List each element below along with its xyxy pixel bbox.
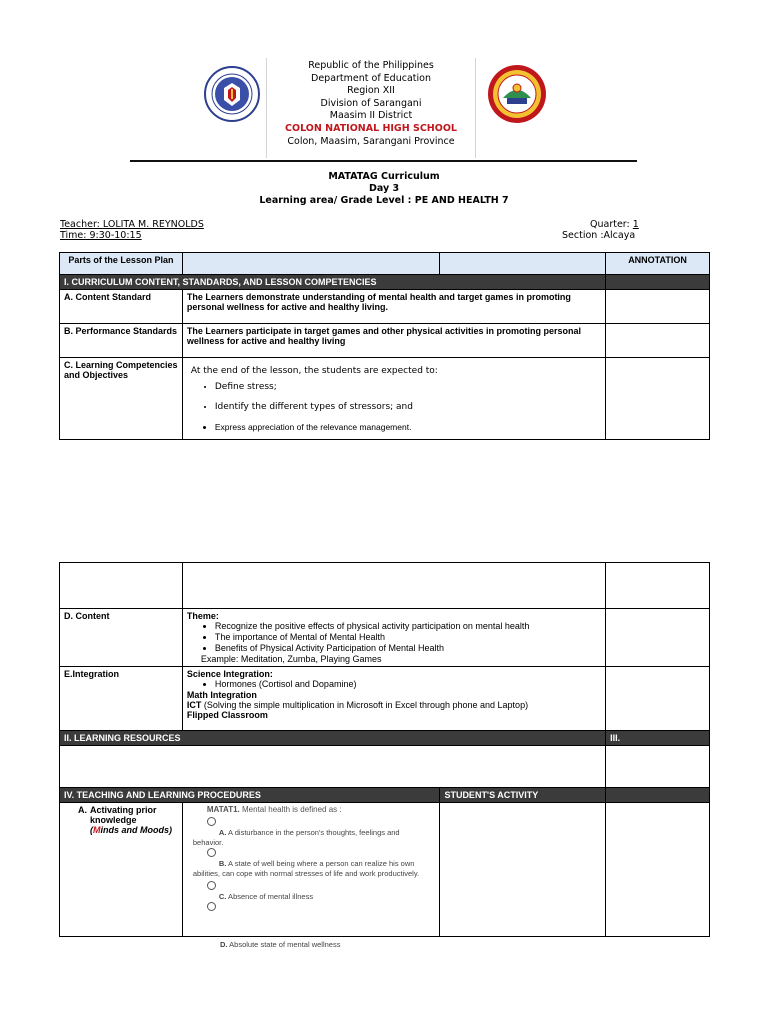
option-letter: C. [218, 892, 227, 901]
activating-text: Activating prior knowledge [90, 805, 157, 825]
band-curriculum: I. CURRICULUM CONTENT, STANDARDS, AND LESSON COMPETENCIES [60, 275, 606, 290]
section-line: Section :Alcaya [562, 230, 636, 241]
minds-rest: inds and Moods) [100, 825, 172, 835]
annotation-cell [606, 609, 710, 667]
activating-cell [60, 803, 183, 937]
teacher-label: Teacher: [60, 219, 103, 230]
option-letter: A. [218, 828, 227, 837]
content-cell [182, 609, 605, 667]
annotation-cell [606, 803, 710, 937]
quarter-label: Quarter: [590, 219, 633, 230]
option-a [193, 828, 432, 848]
header-line: Region XII [347, 85, 395, 97]
content-standard-label: A. Content Standard [60, 290, 183, 324]
integration-cell [182, 667, 605, 731]
school-seal-logo [487, 64, 547, 124]
content-standard-text: The Learners demonstrate understanding of mental health and target games in promoting personal wellness for active and healthy living. [182, 290, 605, 324]
option-text: Absence of mental illness [226, 892, 314, 901]
option-c [219, 892, 432, 902]
performance-label: B. Performance Standards [60, 324, 183, 358]
option-text: Absolute state of mental wellness [227, 940, 341, 949]
blank-cell [60, 563, 183, 609]
option-text: A disturbance in the person's thoughts, feelings and behavior. [192, 828, 400, 847]
activating-letter: A. [78, 805, 87, 815]
option-letter: D. [220, 940, 228, 949]
annotation-cell [606, 667, 710, 731]
ict-line [187, 700, 601, 710]
header-line: Maasim II District [329, 110, 413, 122]
option-d [220, 940, 340, 950]
theme-example: Example: Meditation, Zumba, Playing Games [200, 654, 382, 664]
theme-label: Theme: [186, 611, 219, 621]
ict-label: ICT [186, 700, 202, 710]
minds-and-moods [90, 825, 178, 835]
blank-cell [182, 563, 605, 609]
band-student: STUDENT'S ACTIVITY [440, 788, 606, 803]
annotation-cell [606, 324, 710, 358]
list-item: • The importance of Mental of Mental Health [215, 632, 601, 643]
student-activity-cell [440, 803, 606, 937]
list-item: • Recognize the positive effects of physical activity participation on mental health [215, 621, 601, 632]
school-address: Colon, Maasim, Sarangani Province [287, 135, 455, 147]
theme-list [187, 621, 601, 654]
school-name: COLON NATIONAL HIGH SCHOOL [285, 122, 457, 134]
header-line: Department of Education [311, 72, 431, 84]
minds-paren: ( [90, 825, 93, 835]
math-label: Math Integration [186, 690, 257, 700]
option-a-radio[interactable] [207, 817, 216, 826]
header-parts: Parts of the Lesson Plan [60, 253, 183, 275]
competencies-label: C. Learning Competencies and Objectives [60, 358, 183, 440]
header-blank-1 [182, 253, 440, 275]
option-d-radio[interactable] [207, 902, 216, 911]
school-header [266, 60, 476, 148]
annotation-cell [606, 563, 710, 609]
list-item: • Express appreciation of the relevance management. [215, 422, 601, 433]
option-letter: B. [218, 859, 227, 868]
flipped-label: Flipped Classroom [186, 710, 268, 720]
header-rule [130, 160, 637, 162]
quiz-header [207, 805, 432, 814]
curriculum-title: MATATAG Curriculum [328, 171, 440, 182]
activating-label [78, 805, 178, 825]
time-line [60, 230, 142, 241]
option-c-radio[interactable] [207, 881, 216, 890]
annotation-cell [606, 358, 710, 440]
competencies-cell [182, 358, 605, 440]
content-label: D. Content [60, 609, 183, 667]
competencies-intro: At the end of the lesson, the students are expected to: [190, 366, 438, 376]
list-item: • Hormones (Cortisol and Dopamine) [215, 679, 601, 690]
band-resources-right: III. [606, 731, 710, 746]
list-item: • Identify the different types of stressors; and [215, 402, 601, 413]
header-blank-2 [440, 253, 606, 275]
quiz-title: MATAT1. [206, 805, 240, 814]
band-curriculum-right [606, 275, 710, 290]
teacher-name: LOLITA M. REYNOLDS [102, 219, 204, 230]
competencies-list [187, 382, 601, 433]
blank-cell [60, 746, 606, 788]
annotation-cell [606, 290, 710, 324]
option-b [193, 859, 432, 879]
list-item: • Benefits of Physical Activity Participation of Mental Health [215, 643, 601, 654]
quarter-value: 1 [632, 219, 639, 230]
time-label: Time: [60, 230, 90, 241]
ict-text: (Solving the simple multiplication in Microsoft in Excel through phone and Laptop) [201, 700, 529, 710]
header-line: Division of Sarangani [320, 97, 422, 109]
band-procedures-right [606, 788, 710, 803]
band-procedures: IV. TEACHING AND LEARNING PROCEDURES [60, 788, 440, 803]
annotation-cell [606, 746, 710, 788]
learning-area-title: Learning area/ Grade Level : PE AND HEALTH 7 [259, 195, 509, 206]
quarter-line [590, 219, 639, 230]
lesson-plan-table-1 [59, 252, 710, 440]
band-resources: II. LEARNING RESOURCES [60, 731, 606, 746]
option-b-radio[interactable] [207, 848, 216, 857]
science-list [187, 679, 601, 690]
lesson-plan-table-2 [59, 562, 710, 937]
quiz-question: Mental health is defined as : [239, 805, 342, 814]
quiz-cell [182, 803, 440, 937]
time-value: 9:30-10:15 [89, 230, 142, 241]
integration-label: E.Integration [60, 667, 183, 731]
option-text: A state of well being where a person can realize his own abilities, can cope with normal stresses of life and work productively. [192, 859, 420, 878]
list-item: • Define stress; [215, 382, 601, 393]
deped-seal-logo [204, 66, 260, 122]
science-label: Science Integration: [186, 669, 273, 679]
performance-text: The Learners participate in target games and other physical activities in promoting personal wellness for active and healthy living [182, 324, 605, 358]
minds-m: M [93, 825, 101, 835]
teacher-line [60, 219, 204, 230]
day-title: Day 3 [368, 183, 400, 194]
header-annotation: ANNOTATION [606, 253, 710, 275]
header-line: Republic of the Philippines [308, 60, 434, 71]
